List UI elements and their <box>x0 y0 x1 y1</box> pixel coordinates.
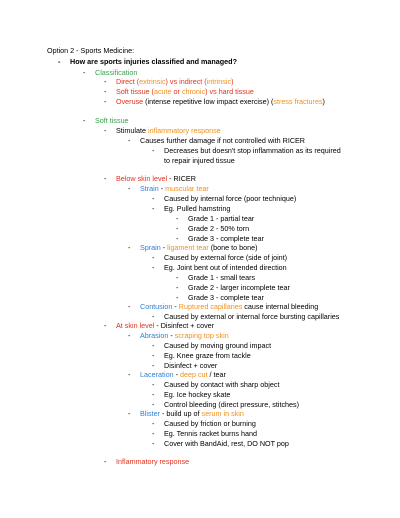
classification-item-3: - Overuse (intense repetitive low impact exercise) (stress fractures) <box>104 97 325 106</box>
sprain-item-2: - Eg. Joint bent out of intended direction <box>152 263 287 272</box>
sprain-grade-2: - Grade 2 - larger incomplete tear <box>176 283 290 292</box>
strain-item-2: - Eg. Pulled hamstring <box>152 204 231 213</box>
laceration-item-2: - Eg. Ice hockey skate <box>152 390 231 399</box>
abrasion-item-3: - Disinfect + cover <box>152 361 218 370</box>
strain-grade-1: - Grade 1 - partial tear <box>176 214 255 223</box>
sprain-grade-1: - Grade 1 - small tears <box>176 273 256 282</box>
abrasion-item-2: - Eg. Knee graze from tackle <box>152 351 251 360</box>
stimulate-sub-2-cont: to repair injured tissue <box>164 156 235 165</box>
laceration-line: - Laceration - deep cut / tear <box>128 370 226 379</box>
abrasion-item-1: - Caused by moving ground impact <box>152 341 272 350</box>
blister-item-2: - Eg. Tennis racket burns hand <box>152 429 257 438</box>
sprain-item-1: - Caused by external force (side of joint) <box>152 253 288 262</box>
classification-heading: - Classification <box>83 68 138 77</box>
sprain-line: - Sprain - ligament tear (bone to bone) <box>128 243 258 252</box>
contusion-item-1: - Caused by external or internal force bursting capillaries <box>152 312 340 321</box>
strain-grade-2: - Grade 2 - 50% torn <box>176 224 250 233</box>
stimulate-sub-1: - Causes further damage if not controlled with RICER <box>128 136 305 145</box>
strain-line: - Strain - muscular tear <box>128 184 209 193</box>
stimulate-sub-2: - Decreases but doesn't stop inflammation as its required <box>152 146 341 155</box>
laceration-item-1: - Caused by contact with sharp object <box>152 380 280 389</box>
blister-line: - Blister - build up of serum in skin <box>128 409 244 418</box>
inflammatory-response-heading: - Inflammatory response <box>104 457 190 466</box>
below-skin-heading: - Below skin level - RICER <box>104 174 196 183</box>
soft-tissue-heading: - Soft tissue <box>83 116 129 125</box>
contusion-line: - Contusion - Ruptured capillaries cause internal bleeding <box>128 302 319 311</box>
blister-item-1: - Caused by friction or burning <box>152 419 256 428</box>
at-skin-heading: - At skin level - Disinfect + cover <box>104 321 215 330</box>
main-question: - How are sports injuries classified and managed? <box>58 57 237 66</box>
strain-item-1: - Caused by internal force (poor technique) <box>152 194 297 203</box>
stimulate-line: - Stimulate inflammatory response <box>104 126 221 135</box>
blister-item-3: - Cover with BandAid, rest, DO NOT pop <box>152 439 289 448</box>
sprain-grade-3: - Grade 3 - complete tear <box>176 293 264 302</box>
strain-grade-3: - Grade 3 - complete tear <box>176 234 264 243</box>
doc-title: Option 2 - Sports Medicine: <box>47 46 135 55</box>
laceration-item-3: - Control bleeding (direct pressure, stitches) <box>152 400 300 409</box>
abrasion-line: - Abrasion - scraping top skin <box>128 331 229 340</box>
classification-item-1: - Direct (extrinsic) vs indirect (intrinsic) <box>104 77 234 86</box>
classification-item-2: - Soft tissue (acute or chronic) vs hard tissue <box>104 87 254 96</box>
